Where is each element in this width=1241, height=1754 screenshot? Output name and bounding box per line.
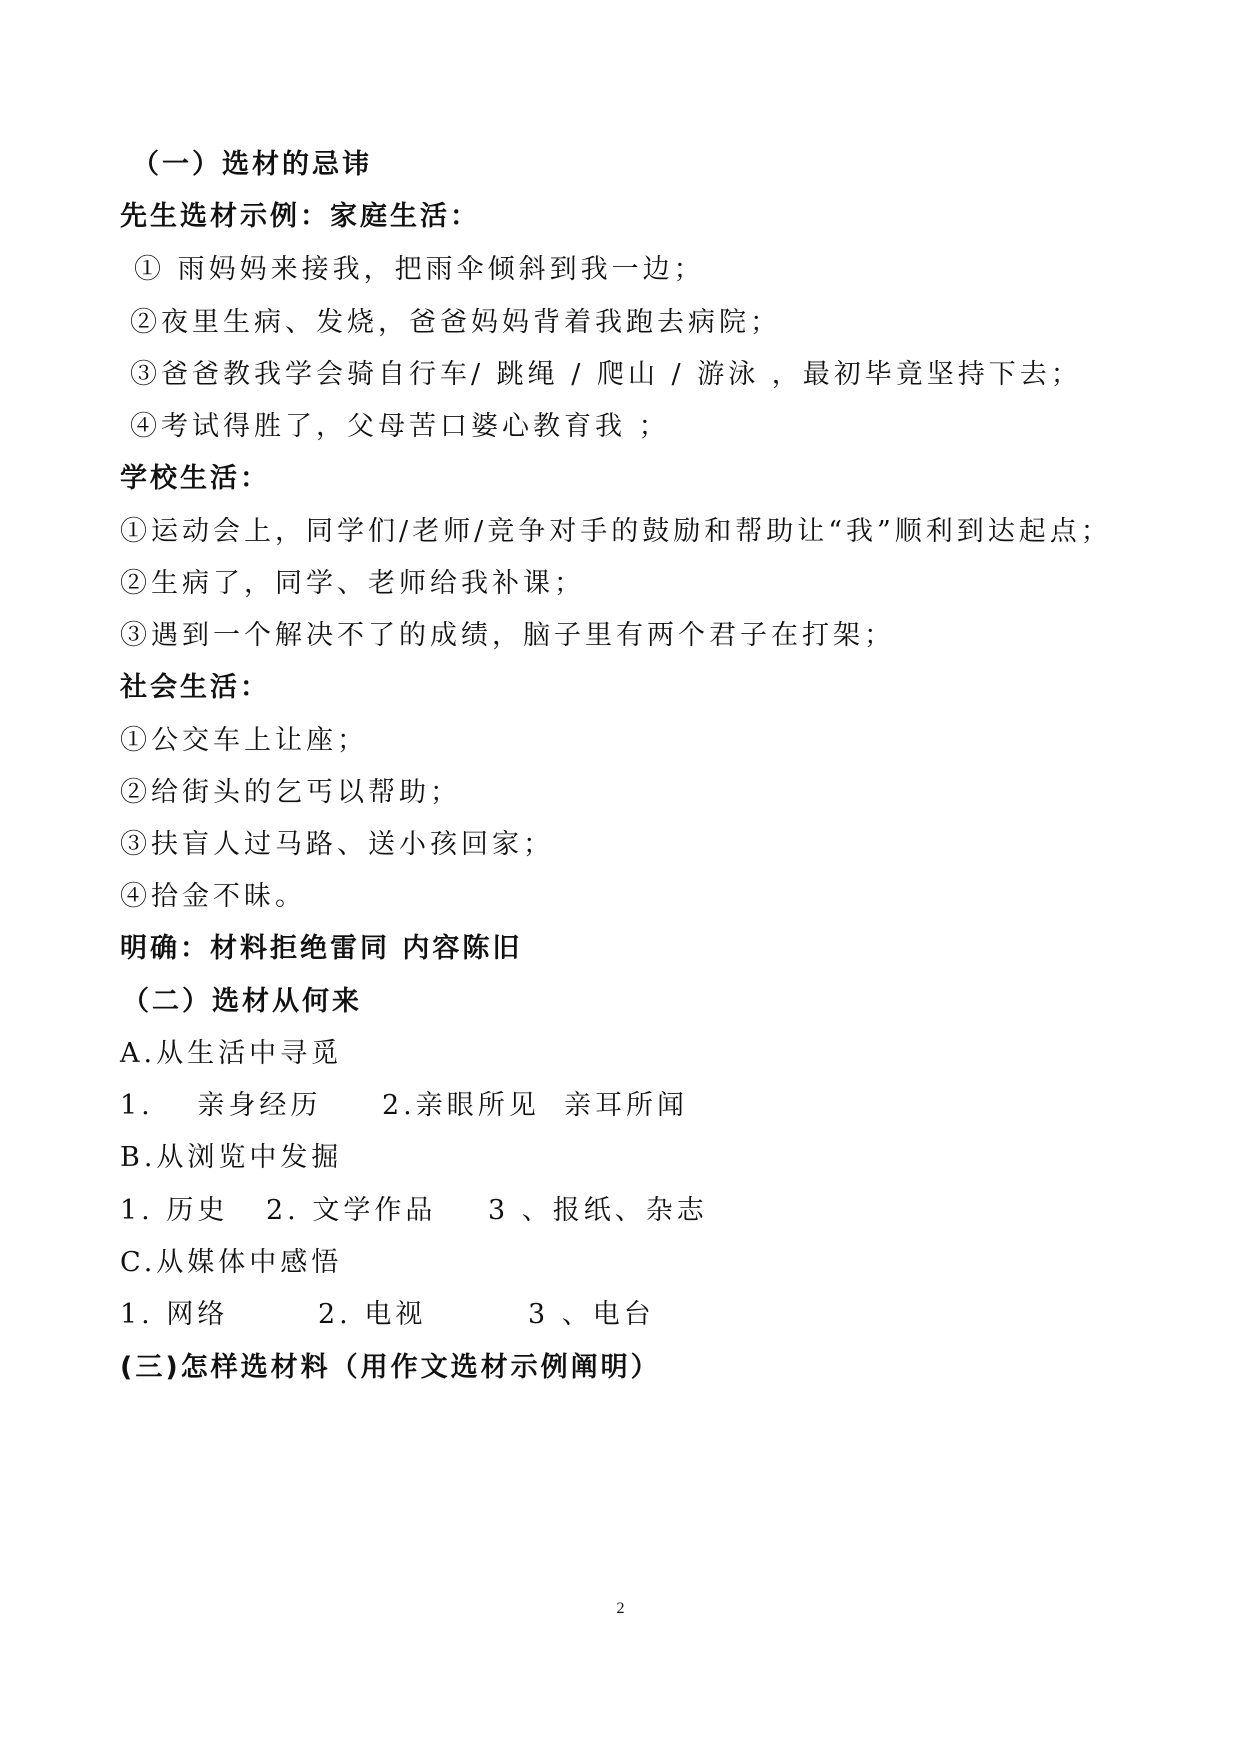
family-item-1: ① 雨妈妈来接我，把雨伞倾斜到我一边； bbox=[134, 254, 705, 285]
section-heading-3: (三)怎样选材料（用作文选材示例阐明） bbox=[120, 1352, 661, 1383]
source-c-item-2: 2. 电视 bbox=[318, 1299, 427, 1330]
source-c-list bbox=[120, 1297, 655, 1333]
page-number: 2 bbox=[616, 1600, 625, 1617]
school-life-title: 学校生活： bbox=[120, 463, 270, 494]
source-a-item-1: 1. 亲身经历 bbox=[120, 1090, 322, 1121]
source-b-item-3: 3 、报纸、杂志 bbox=[488, 1195, 708, 1226]
society-item-4: ④拾金不昧。 bbox=[120, 881, 306, 912]
section-heading-1: （一）选材的忌讳 bbox=[132, 149, 372, 180]
source-b-item-1: 1. 历史 bbox=[120, 1195, 229, 1226]
society-item-2: ②给街头的乞丐以帮助； bbox=[120, 777, 461, 808]
society-item-3: ③扶盲人过马路、送小孩回家； bbox=[120, 829, 554, 860]
conclusion-text: 明确：材料拒绝雷同 内容陈旧 bbox=[120, 933, 523, 964]
source-b-list bbox=[120, 1193, 708, 1229]
source-a-title: A.从生活中寻觅 bbox=[120, 1038, 343, 1069]
source-c-title: C.从媒体中感悟 bbox=[120, 1247, 343, 1278]
source-a-list bbox=[120, 1088, 688, 1124]
family-life-title: 先生选材示例：家庭生活： bbox=[120, 201, 480, 232]
school-item-2: ②生病了，同学、老师给我补课； bbox=[120, 568, 585, 599]
source-a-item-2: 2.亲眼所见 bbox=[382, 1090, 540, 1121]
source-c-item-1: 1. 网络 bbox=[120, 1299, 229, 1330]
school-item-3: ③遇到一个解决不了的成绩，脑子里有两个君子在打架； bbox=[120, 620, 895, 651]
school-item-1: ①运动会上，同学们/老师/竞争对手的鼓励和帮助让“我”顺利到达起点； bbox=[120, 516, 1112, 547]
section-heading-2: （二）选材从何来 bbox=[122, 986, 362, 1017]
source-a-item-3: 亲耳所闻 bbox=[564, 1090, 688, 1121]
society-life-title: 社会生活： bbox=[120, 672, 270, 703]
family-item-2: ②夜里生病、发烧，爸爸妈妈背着我跑去病院； bbox=[130, 307, 781, 338]
family-item-4: ④考试得胜了，父母苦口婆心教育我 ； bbox=[130, 411, 670, 442]
source-c-item-3: 3 、电台 bbox=[528, 1299, 655, 1330]
source-b-title: B.从浏览中发掘 bbox=[120, 1142, 343, 1173]
source-b-item-2: 2. 文学作品 bbox=[266, 1195, 437, 1226]
family-item-3: ③爸爸教我学会骑自行车/ 跳绳 / 爬山 / 游泳 ，最初毕竟坚持下去； bbox=[130, 359, 1082, 390]
society-item-1: ①公交车上让座； bbox=[120, 725, 368, 756]
